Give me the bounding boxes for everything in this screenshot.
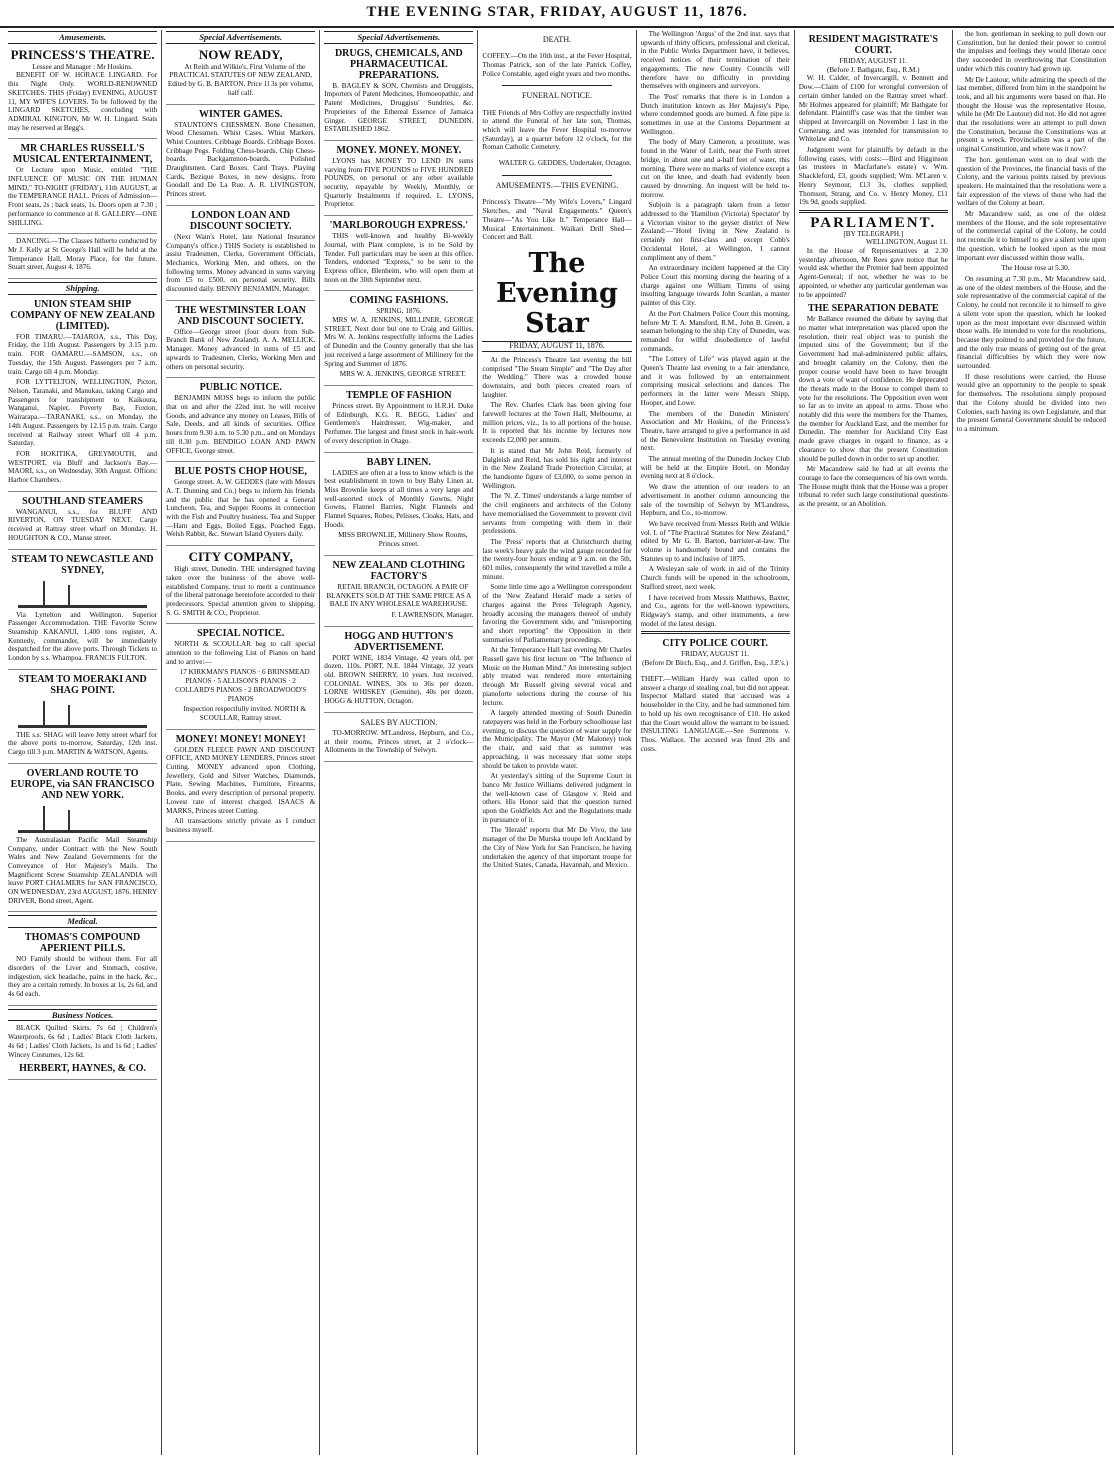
ad-title: NEW ZEALAND CLOTHING FACTORY'S xyxy=(332,559,466,582)
rm-court-heading: RESIDENT MAGISTRATE'S COURT. xyxy=(808,34,938,56)
paragraph: The Rev. Charles Clark has been giving four farewell lectures at the Town Hall, Melbourne, at million prices, viz., 1s to all portions of the house. It is reported that his income by lectures now exceeds £2,000 per annum. xyxy=(482,401,632,445)
ad-body: MRS W. A. JENKINS, MILLINER, GEORGE STREET, Next door but one to Craig and Gillies. Mrs W. A. Jenkins respectfully informs the Ladies of Dunedin and the Country generally that she has just received a large assortment of Millinery for the Spring and Summer of 1876. xyxy=(324,316,474,368)
ad-blue-posts xyxy=(166,466,315,546)
police-court-heading: CITY POLICE COURT. xyxy=(662,638,768,650)
section-heading-amusements: Amusements. xyxy=(8,31,157,44)
column-6 xyxy=(794,30,952,1455)
parliament-heading: PARLIAMENT. xyxy=(810,214,937,231)
police-court-date: FRIDAY, AUGUST 11. xyxy=(681,650,750,659)
rm-court-bench: (Before J. Bathgate, Esq., R.M.) xyxy=(826,65,920,74)
ad-signature: MISS BROWNLIE, Millinery Show Rooms, Princes street. xyxy=(338,531,468,549)
ad-steam-moeraki xyxy=(8,674,157,764)
police-court-report: THEFT.—William Hardy was called upon to answer a charge of stealing coal, but did not appear. Inspector Mallard stated that accused was a householder in the City, and he had summoned him to hold up his own recognisance of £10. He asked that the Court would allow the warrant to be issued. INSULTING LANGUAGE.—See Summons v. Thos. Wallace. The accused was fined 20s and costs. xyxy=(640,675,790,753)
ad-body: Princes street. By Appointment to H.R.H. Duke of Edinburgh, K.G. R. BEGG, Ladies' and Gentlemen's Hairdresser, Wig-maker, and Perfumer. The largest and finest stock in hair-work of every description in Otago. xyxy=(324,401,474,445)
paragraph: The 'Press' reports that at Christchurch during last week's heavy gale the wind gauge recorded for the twenty-four hours ending at 9 a.m. on the 5th, 601 miles, consequently the wind travelled a mile a minute. xyxy=(482,537,632,581)
amusements-list: Princess's Theatre—"My Wife's Lovers," Lingard Sketches, and "Naval Engagements." Queen's Theatre—"As You Like It." Temperance Hall—Musical Entertainment. Waikari Drill Shed—Concert and Ball. xyxy=(482,198,632,242)
ad-london-loan xyxy=(166,210,315,301)
ad-body: Via Lyttelton and Wellington. Superior Passenger Accommodation. THE Favorite Screw Steamship KAKANUI, 1,400 tons register, A. Kennedy, commander, will be immediately despatched for the above ports. Through Tickets to London by s.s. Whampoa. FRANCIS FULTON. xyxy=(8,610,158,663)
ad-title: MONEY. MONEY. MONEY. xyxy=(336,144,462,156)
paragraph: the hon. gentleman in seeking to pull down our Constitution, but he denied their power to control the impulses and feelings they would liberate once they succeeded in overthrowing that Constitution under which this country had grown up. xyxy=(956,30,1106,73)
ad-title: THOMAS'S COMPOUND APERIENT PILLS. xyxy=(24,932,141,955)
ad-signature: HERBERT, HAYNES, & CO. xyxy=(19,1063,147,1075)
amusements-heading: AMUSEMENTS.—THIS EVENING. xyxy=(495,181,619,191)
page-columns xyxy=(4,30,1110,1455)
ad-footer: Inspection respectfully invited. NORTH & SCOULLAR, Rattray street. xyxy=(183,705,307,722)
ad-union-steam xyxy=(8,299,157,492)
paragraph: Mr Macandrew said, as one of the oldest members of the House, and the sole representative of the commercial capital of the Colony, he could not reconcile it to himself to give a silent vote upon the question, which he looked upon as the most important ever discussed within those walls. xyxy=(956,210,1106,262)
column-1 xyxy=(4,30,161,1455)
ad-body: DANCING.—The Classes hitherto conducted by Mr J. Kelly at St George's Hall will be held at the Temperance Hall, Moray Place, for the future. Stuart street, August 4, 1876. xyxy=(8,237,158,272)
ad-title: PUBLIC NOTICE. xyxy=(199,382,282,394)
ad-sales-auction xyxy=(324,717,473,762)
paragraph: At the Princess's Theatre last evening the bill comprised "The Steam Simple" and "The Day after the Wedding." There was a crowded house downstairs, and both pieces created roars of laughter. xyxy=(482,355,632,399)
paragraph: At the Temperance Hall last evening Mr Charles Russell gave his first lecture on "The Influence of Music on the Human Mind." An interesting subject ably treated was rendered more entertaining through Mr Russell giving several vocal and pianoforte selections during the course of his lecture. xyxy=(482,646,632,707)
ad-southland-steamers xyxy=(8,496,157,550)
ad-body: BLACK Quilted Skirts, 7s 6d ; Children's Waterproofs, 6s 6d ; Ladies' Black Cloth Jackets, 4s 6d ; Ladies' Cloth Jackets, 1s and 1s 6d ; Ladies' Wincey Costumes, 12s 6d. xyxy=(8,1024,158,1059)
ad-title: SPECIAL NOTICE. xyxy=(197,628,285,640)
ad-herbert-haynes xyxy=(8,1024,157,1080)
ad-coming-fashions xyxy=(324,295,473,386)
column-4 xyxy=(477,30,635,1455)
paragraph: The 'Herald' reports that Mr De Vivo, the late manager of the De Murska troupe left Auckland by the City of New York for San Francisco, he having undertaken the agency of that important troupe for the United States, Canada, Havannah, and Mexico. xyxy=(482,826,632,870)
paragraph: An extraordinary incident happened at the City Police Court this morning during the hearing of a charge against one William Timms of using insulting language towards John Scanlan, a master painter of this City. xyxy=(640,264,790,308)
paragraph: "The Lottery of Life" was played again at the Queen's Theatre last evening to a fair attendance, and it was followed by an entertainment comprising musical selections and dances. The performers in the latter were Messrs Shipp, Hooper, and Lowe. xyxy=(640,355,790,407)
paragraph: I have received from Messrs Matthews, Baxter, and Co., agents for the well-known typewriters, Ridgway's stamp, and other instruments, a new model of the latest design. xyxy=(640,593,790,628)
ad-dancing xyxy=(8,237,157,279)
ad-golden-fleece xyxy=(166,734,315,842)
ad-body: LADIES are often at a loss to know which is the best establishment in town to buy Baby Linen at. Miss Brownlie keeps at all times a very large and well-assorted stock of Monthly Gowns, Night Gowns, Flannel Barries, Night Flannels and Flannel Squares, Robes, Pelisses, Cloaks, Hats, and Hoods. xyxy=(324,468,474,529)
paragraph: Subjoin is a paragraph taken from a letter addressed to the 'Hamilton (Victoria) Spectator' by a Victorian visitor to the geyser district of New Zealand:—"Hotel living in New Zealand is certainly not first-class and except Cobb's Occidental Hotel, at Wellington, I cannot compliment any of them." xyxy=(640,201,790,262)
ad-title: SOUTHLAND STEAMERS xyxy=(22,495,143,507)
paragraph: Mr De Lautour, while admiring the speech of the last member, differed from him in the standpoint he took, and all his arguments were based on that. He thought the House was the representative House, while he (Mr De Lautour) did not. He did not agree that the resolutions were an attempt to pull down the Constitution, because the Constitutions was at present a wreck. Provincialism was a part of the original Constitution, and where was it now? xyxy=(956,75,1106,154)
ad-subtitle: Lessee and Manager : Mr Hoskins. xyxy=(32,62,133,71)
ad-title: MONEY! MONEY! MONEY! xyxy=(175,733,306,745)
ad-body: BENEFIT OF W. HORACE LINGARD. For this Night Only. WORLD-RENOWNED SKETCHES. THIS (Friday) EVENING, AUGUST 11, MY WIFE'S LOVERS. To be followed by the LINGARD SKETCHES, concluding with ADMIRAL KINGTON, Mr W. H. Lingard. Seats may be reserved at Begg's. xyxy=(8,71,158,132)
ad-princess-theatre xyxy=(8,48,157,140)
ad-title: SALES BY AUCTION. xyxy=(360,717,438,727)
steamship-illustration xyxy=(18,579,147,608)
paragraph: We draw the attention of our readers to an advertisement in another column announcing the sale of the township of Selwyn by M'Landress, Hepburn, and Co., to-morrow. xyxy=(640,483,790,518)
ad-north-scoullar xyxy=(166,628,315,729)
paragraph: On resuming at 7.30 p.m., Mr Macandrew said, as one of the oldest members of the House, and the sole representative of the commercial capital of the Colony, he could not reconcile it to himself to give a silent vote upon the question, which he looked upon as the most important ever discussed within those walls. He intended to vote for the resolutions, because they pointed to and provided for the future, and the only true means of getting out of the great financial difficulties by which they were now surrounded. xyxy=(956,274,1106,371)
column-3 xyxy=(319,30,477,1455)
separation-debate-report xyxy=(799,315,948,508)
paragraph: The annual meeting of the Dunedin Jockey Club will be held at the Empire Hotel, on Monday evening next at 8 o'clock. xyxy=(640,455,790,481)
ad-bagley-drugs xyxy=(324,48,473,141)
steamship-illustration xyxy=(18,699,147,728)
ad-body: High street, Dunedin. THE undersigned having taken over the business of the above well-established Company, trust to merit a continuance of the liberal patronage heretofore accorded to their predecessors. Special attention given to shipping. S. G. SMITH & CO., Proprietor. xyxy=(166,565,316,617)
ad-winter-games xyxy=(166,109,315,206)
ad-city-company xyxy=(166,550,315,624)
ad-thomas-pills xyxy=(8,932,157,1006)
paragraph: W. H. Calder, of Invercargill, v. Bennett and Dow.—Claim of £100 for wrongful conversion of certain timber landed on the Rattray street wharf. Mr Holmes appeared for plaintiff; Mr Bathgate for defendant. Plaintiff's case was that the timber was shipped at Invercargill on November 1 last in the Cornerang, and was intended for transmission to Whitelaw and Co. xyxy=(798,74,948,144)
ad-steam-newcastle xyxy=(8,554,157,670)
section-heading-medical: Medical. xyxy=(8,915,157,928)
ad-title: UNION STEAM SHIP COMPANY OF NEW ZEALAND (LIMITED). xyxy=(10,298,155,332)
divider xyxy=(641,631,790,634)
column-7 xyxy=(952,30,1110,1455)
ad-body: FOR HOKITIKA, GREYMOUTH, and WESTPORT, via Bluff and Jackson's Bay.—MAORI, s.s., on Wednesday, 30th August. Offices: Harbor Chambers. xyxy=(8,449,158,485)
paragraph: Mr Macandrew said he had at all events the courage to face the consequences of his own words. The House might think that the House was a proper tribunal to refer such large constitutional questions as the present, or an Abolition. xyxy=(798,465,948,509)
funeral-notice: THE Friends of Mrs Coffey are respectfully invited to attend the Funeral of her late son, Thomas, which will leave the Fever Hospital to-morrow (Saturday), at a quarter before 12 o'clock, for the Roman Catholic Cemetery. xyxy=(482,108,632,152)
ad-title: OVERLAND ROUTE TO EUROPE, via SAN FRANCISCO AND NEW YORK. xyxy=(10,767,155,801)
ad-subtitle: SPRING, 1876. xyxy=(376,307,422,316)
ad-title: LONDON LOAN AND DISCOUNT SOCIETY. xyxy=(189,209,292,232)
ad-title: TEMPLE OF FASHION xyxy=(346,389,452,401)
ad-body: FOR LYTTELTON, WELLINGTON, Picton, Nelson, Taranaki, and Manukau, taking Cargo and Passengers for transhipment to Kaikoura, Wanganui, Napier, Poverty Bay, Foxton, Wairarapa.—TARANAKI, s.s., on Monday, the 14th August. Passengers by 12.15 p.m. train. Cargo received at Railway street Wharf till 4 p.m. Saturday. xyxy=(8,378,158,448)
paragraph: The Wellington 'Argus' of the 2nd inst. says that upwards of thirty officers, professional and clerical, in the Public Works Department have, it believes, received notices of their termination of their engagements. The new County Councils will therefore have no difficulty in providing themselves with engineers and surveyors. xyxy=(640,30,790,91)
ad-now-ready xyxy=(166,48,315,105)
ad-title: MR CHARLES RUSSELL'S MUSICAL ENTERTAINMENT, xyxy=(12,143,153,166)
ad-body: NO Family should be without them. For all disorders of the Liver and Stomach, costive, indigestion, sick headache, pains in the back, &c., they are a certain remedy. In boxes at 1s, 2s 6d, and 4s 6d each. xyxy=(8,955,158,998)
divider xyxy=(502,175,611,176)
paragraph: If those resolutions were carried, the House would give an opportunity to the people to speak for themselves. The resolutions simply proposed that the Colony should be divided into two Colonies, each having its own Legislature, and that the present General Government should be reduced to a minimum. xyxy=(956,372,1106,433)
ad-body: NORTH & SCOULLAR beg to call special attention to the following List of Pianos on hand and to arrive:— xyxy=(166,640,316,666)
ad-body: The Australasian Pacific Mail Steamship Company, under Contract with the New South Wales and New Zealand Governments for the Conveyance of Her Majesty's Mails. The Magnificent Screw Steamship ZEALANDIA will leave PORT CHALMERS for SAN FRANCISCO, ON WEDNESDAY, 23rd AUGUST, 1876. HENRY DRIVER, Bond street, Agent. xyxy=(8,835,158,905)
rm-court-report xyxy=(799,74,948,207)
ad-title: HOGG AND HUTTON'S ADVERTISEMENT. xyxy=(344,630,454,653)
death-notice: COFFEY.—On the 10th inst., at the Fever Hospital, Thomas Patrick, son of the late Patrick Coffey, Police Constable, aged eight years and two months. xyxy=(482,52,632,78)
funeral-signature: WALTER G. GEDDES, Undertaker, Octagon. xyxy=(498,159,632,168)
parliament-report xyxy=(799,247,948,299)
ad-signature: F. LAWRENSON, Manager. xyxy=(391,610,474,619)
paragraph: It is stated that Mr John Reid, formerly of Dalgleish and Reid, has sold his right and interest in the New Zealand Trade Protection Circular, at the handsome figure of £3,000, to some person in Wellington. xyxy=(482,446,632,490)
ad-body: B. BAGLEY & SON, Chemists and Druggists, Importers of Patent Medicines, Homoeopathic, and Patent Medicines, Druggists' Sundries, &c. Proprietors of the Ethereal Essence of Jamaica Ginger. GEORGE STREET, DUNEDIN. ESTABLISHED 1862. xyxy=(324,81,474,134)
ad-title: CITY COMPANY, xyxy=(188,549,293,565)
ad-body: TO-MORROW. M'Landress, Hepburn, and Co., at their rooms, Princes street, at 2 o'clock—Allotments in the Township of Selwyn. xyxy=(324,728,474,755)
funeral-heading: FUNERAL NOTICE. xyxy=(522,91,592,101)
paragraph: The hon. gentleman went on to deal with the question of the Provinces, the financial basis of the Colony, and the various points raised by previous speakers. He maintained that the resolutions were a fair expression of the views of those who had the welfare of the Colony at heart. xyxy=(956,155,1106,208)
ad-russell-music xyxy=(8,143,157,234)
section-heading-shipping: Shipping. xyxy=(8,282,157,295)
ad-body: (Next Wain's Hotel, late National Insurance Company's office.) THIS Society is established to assist Tradesmen, Clerks, Government Officials, Mechanics, Working Men, and others, on the following terms. Money advanced in sums varying from £5 to £500, on personal security. Bills discounted daily. BENNY BENJAMIN, Manager. xyxy=(166,232,316,294)
paragraph: Judgment went for plaintiffs by default in the following cases, with costs:—Bird and Higginson (as trustees in Macfarlane's estate) v. Wm. Shackleford, £3, goods supplied; Wm. M'Laren v. Henry Seymour, £13 3s, clothes supplied; Thomson, Strang, and Co. v. Henry Money, £11 19s 9d, goods supplied. xyxy=(798,146,948,207)
ad-public-notice xyxy=(166,382,315,462)
ad-title: STEAM TO NEWCASTLE AND SYDNEY, xyxy=(11,553,154,576)
paragraph: At yesterday's sitting of the Supreme Court in banco Mr Justice Williams delivered judgment in the well-known case of Glasgow v. Reid and others. His Honor said that the question turned upon the Goldfields Act and the Regulations made in pursuance of it. xyxy=(482,772,632,824)
section-heading-special: Special Advertisements. xyxy=(166,31,315,44)
ad-title: STEAM TO MOERAKI AND SHAG POINT. xyxy=(18,673,147,696)
ad-body: At Reith and Wilkie's, First Volume of the PRACTICAL STATUTES OF NEW ZEALAND, Edited by G. B. BARTON. Price 1l 3s per volume, half calf. xyxy=(167,62,314,97)
paragraph: The 'N. Z. Times' understands a large number of the civil engineers and architects of the Colony have memorialised the Government to prevent civil servants from competing with them in their professions. xyxy=(482,492,632,536)
ad-title: NOW READY, xyxy=(198,46,283,62)
ad-lyons-money xyxy=(324,145,473,216)
section-heading-special: Special Advertisements. xyxy=(324,31,473,44)
ad-hogg-hutton xyxy=(324,631,473,713)
separation-debate-heading: THE SEPARATION DEBATE xyxy=(807,303,939,315)
parliament-source: [BY TELEGRAPH.] xyxy=(843,229,904,238)
section-heading-business: Business Notices. xyxy=(8,1009,157,1022)
rm-court-date: FRIDAY, AUGUST 11. xyxy=(839,57,908,65)
ad-body: WANGANUI, s.s., for BLUFF AND RIVERTON, ON TUESDAY NEXT. Cargo received at Rattray street wharf on Monday. H. HOUGHTON & CO., Manse street. xyxy=(8,507,158,542)
ad-title: WINTER GAMES. xyxy=(199,108,283,120)
ad-title: DRUGS, CHEMICALS, AND PHARMACEUTICAL PREPARATIONS. xyxy=(334,47,463,81)
ad-body: THIS well-known and healthy Bi-weekly Journal, with Plant complete, is to be Sold by Tender. Full particulars may be seen at this office. Tenders, endorsed "Express," to be sent to the Express office, Blenheim, who will open them at noon on the 30th September next. xyxy=(324,232,474,284)
paragraph: At the Port Chalmers Police Court this morning, before Mr T. A. Mansford, R.M., John B. Green, a seaman belonging to the ship City of Dunedin, was remanded for wilful disobedience of lawful commands. xyxy=(640,309,790,353)
paragraph: Mr Ballance resumed the debate by saying that no matter what interpretation was placed upon the resolution, their real object was to punish the imputed sins of the Government; but if the Government had mal-administered public affairs, and brought calamity on the Colony, then the proper course would have been to have brought down a vote of want of confidence. He deprecated the threats made to the House to compel them to vote for the resolutions. The Opposition even went so far as to invite an appeal to arms. Those who notably did this were the members for the Thames, the member for Auckland East, and the member for Dunedin. The member for Auckland City East made grave charges in regard to finance, as a clearance to show that the present Constitution should be pulled down in order to set up another. xyxy=(798,315,948,463)
ad-body: LYONS has MONEY TO LEND IN sums varying from FIVE POUNDS to FIVE HUNDRED POUNDS, on personal or any other available security, repayable by Weekly, Monthly, or Quarterly Instalments if required. L. LYONS, Proprietor. xyxy=(324,156,474,209)
house-rose-note: The House rose at 5.30. xyxy=(1001,264,1070,273)
ad-marlborough-express xyxy=(324,220,473,291)
debate-continued xyxy=(957,30,1106,434)
paragraph: We have received from Messrs Reith and Wilkie vol. I. of "The Practical Statutes for New Zealand," edited by Mr G. B. Barton, barrister-at-law. The volume is handsomely bound and contains the Statutes up to and inclusive of 1875. xyxy=(640,519,790,563)
ad-body: THE s.s. SHAG will leave Jetty street wharf for the above ports to-morrow, Saturday, 12th inst. Cargo till 3 p.m. MARTIN & WATSON, Agents. xyxy=(8,730,158,757)
news-paragraphs xyxy=(641,30,790,628)
divider xyxy=(502,85,611,86)
ad-westminster-loan xyxy=(166,305,315,379)
paragraph: The 'Post' remarks that there is in London a Dutch institution known as Her Majesty's Pipe, where condemned goods are burned. A fine pipe is sometimes in use at the Customs Department at Wellington. xyxy=(640,92,790,136)
ad-body: GOLDEN FLEECE PAWN AND DISCOUNT OFFICE, AND MONEY LENDERS, Princes street Cutting. MONEY advanced upon Clothing, Jewellery, Gold and Silver Watches, Diamonds, Plate, Sewing Machines, Furniture, Firearms, Books, and every description of personal property. Lowest rate of interest charged. ISAACS & MARKS, Princes street Cutting. xyxy=(166,745,316,815)
ad-clothing-factory xyxy=(324,560,473,627)
ad-temple-fashion xyxy=(324,390,473,453)
police-court-bench: (Before Dr Birch, Esq., and J. Griffen, Esq., J.P.'s.) xyxy=(642,659,789,668)
newspaper-masthead: THE EVENING STAR, FRIDAY, AUGUST 11, 1876. xyxy=(0,0,1114,28)
column-5 xyxy=(636,30,794,1455)
paragraph: Some little time ago a Wellington correspondent of the 'New Zealand Herald' made a series of charges against the Press Telegraph Agency, broadly accusing the managers thereof of unduly favoring the Government side, and "misreporting and short reporting" the Opposition in their summaries of Parliamentary proceedings. xyxy=(482,583,632,644)
editorial-paragraphs xyxy=(482,356,631,870)
ad-body: Or Lecture upon Music, entitled "THE INFLUENCE OF MUSIC ON THE HUMAN MIND," TO-NIGHT (FRIDAY), 11th AUGUST, at the TEMPERANCE HALL. Prices of Admission—Front seats, 2s ; back seats, 1s. Doors open at 7.30 ; performance to commence at 8. GALLERY—ONE SHILLING. xyxy=(8,166,158,227)
piano-list: 17 KIRKMAN'S PIANOS · 6 BRINSMEAD PIANOS · 5 ALLISON'S PIANOS · 2 COLLARD'S PIANOS · 2 BROADWOOD'S PIANOS xyxy=(175,668,310,703)
divider xyxy=(799,210,948,213)
ad-overland-route xyxy=(8,768,157,913)
ad-title: 'MARLBOROUGH EXPRESS.' xyxy=(329,220,469,232)
paragraph: The body of Mary Cameron, a prostitute, was found in the Water of Leith, near the Forth street bridge, in about one and a-half feet of water, this morning. There were no marks of violence except a cut on the knee, and death had evidently been caused by drowning. An inquest will be held to-morrow. xyxy=(640,138,790,199)
death-heading: DEATH. xyxy=(542,35,572,44)
issue-date: FRIDAY, AUGUST 11, 1876. xyxy=(482,341,631,352)
ad-body: RETAIL BRANCH, OCTAGON. A PAIR OF BLANKETS SOLD AT THE SAME PRICE AS A BALE IN ANY WHOLESALE WAREHOUSE. xyxy=(326,582,472,609)
ad-body: PORT WINE, 1834 Vintage, 42 years old, per dozen, 110s. PORT, N.E. 1844 Vintage, 32 years old. BROWN SHERRY, 10 years. Just received. COLONIAL WINES, 30s to 36s per dozen. LORNE WHISKEY (Genuine), 40s per dozen. HOGG & HUTTON, Octagon. xyxy=(324,653,474,706)
column-2 xyxy=(161,30,319,1455)
paragraph: A Wesleyan sale of work in aid of the Trinity Church funds will be opened in the schoolroom, Stafford street, next week. xyxy=(640,565,790,591)
ad-title: THE WESTMINSTER LOAN AND DISCOUNT SOCIETY. xyxy=(175,304,306,327)
steamship-illustration xyxy=(18,804,147,833)
ad-body: Office—George street (four doors from Sub-Branch Bank of New Zealand). A. A. MELLICK, Manager. Money advanced in sums of £5 and upwards to Tradesmen, Clerks, Working Men and others on personal security. xyxy=(166,327,316,371)
ad-signature: MRS W. A. JENKINS, GEORGE STREET. xyxy=(339,370,466,379)
ad-title: BLUE POSTS CHOP HOUSE, xyxy=(174,466,307,478)
ad-body: BENJAMIN MOSS begs to inform the public that on and after the 22nd inst. he will receive Goods, and advance any money on Leases, Bills of Sale, Deeds, and all kinds of securities. Office hours from 9.30 a.m. to 5.30 p.m., and on Mondays till 8.30 p.m. BENDIGO LOAN AND PAWN OFFICE, George street. xyxy=(166,394,316,455)
paragraph: A largely attended meeting of South Dunedin ratepayers was held in the Forbury schoolhouse last evening, to discuss the question of water supply for the Municipality. The Mayor (Mr Maloney) took the chair, and said that as summer was approaching, it was necessary that some steps should be taken to provide water. xyxy=(482,709,632,770)
ad-body: STAUNTON'S CHESSMEN. Bone Chessmen. Wood Chessmen. Whist Cases. Whist Markers. Whist Counters. Cribbage Boards. Cribbage Boxes. Cribbage Pegs. Folding Chess-boards. Chip Chess-boards. Backgammon-boards. Polished Draughtsmen. Card Boxes. Card Trays. Playing Cards, Bezique Boxes, in new designs, from Goodall and De La Rue. A. R. LIVINGSTON, Princes street. xyxy=(166,120,316,199)
ad-body: FOR TIMARU.—TAIAROA, s.s., This Day, Friday, the 11th August. Passengers by 3.15 p.m. train. FOR OAMARU.—SAMSON, s.s., on Tuesday, the 15th August. Passengers per 7 a.m. train. Cargo till 4 p.m. Monday. xyxy=(8,332,158,376)
newspaper-nameplate: The Evening Star xyxy=(496,248,618,340)
parliament-dateline: WELLINGTON, August 11. xyxy=(865,238,948,247)
ad-title: BABY LINEN. xyxy=(366,456,431,468)
ad-footer: All transactions strictly private as I conduct business myself. xyxy=(166,817,316,834)
ad-title: PRINCESS'S THEATRE. xyxy=(10,46,155,62)
ad-body: George street. A. W. GEDDES (late with Messrs A. T. Dunning and Co.) begs to inform his friends and the public that he has opened a General Luncheon, Tea, and Supper Rooms in connection with the Fish and Poultry business. Tea and Supper—Ham and Eggs, Boiled Eggs, Poached Eggs, Welsh Rabbit, &c. Stewart Island Oysters daily. xyxy=(166,478,316,539)
ad-title: COMING FASHIONS. xyxy=(349,295,449,307)
paragraph: In the House of Representatives at 2.30 yesterday afternoon, Mr Rees gave notice that he would ask whether the Premier had been appointed Agent-General; if not, whether he was to be appointed, or whether any particular gentleman was to be appointed? xyxy=(798,247,948,299)
paragraph: The members of the Dunedin Ministers' Association and Mr Hoskins, of the Princess's Theatre, have arranged to give a performance in aid of the Benevolent Institution on Tuesday evening next. xyxy=(640,409,790,453)
ad-baby-linen xyxy=(324,457,473,556)
